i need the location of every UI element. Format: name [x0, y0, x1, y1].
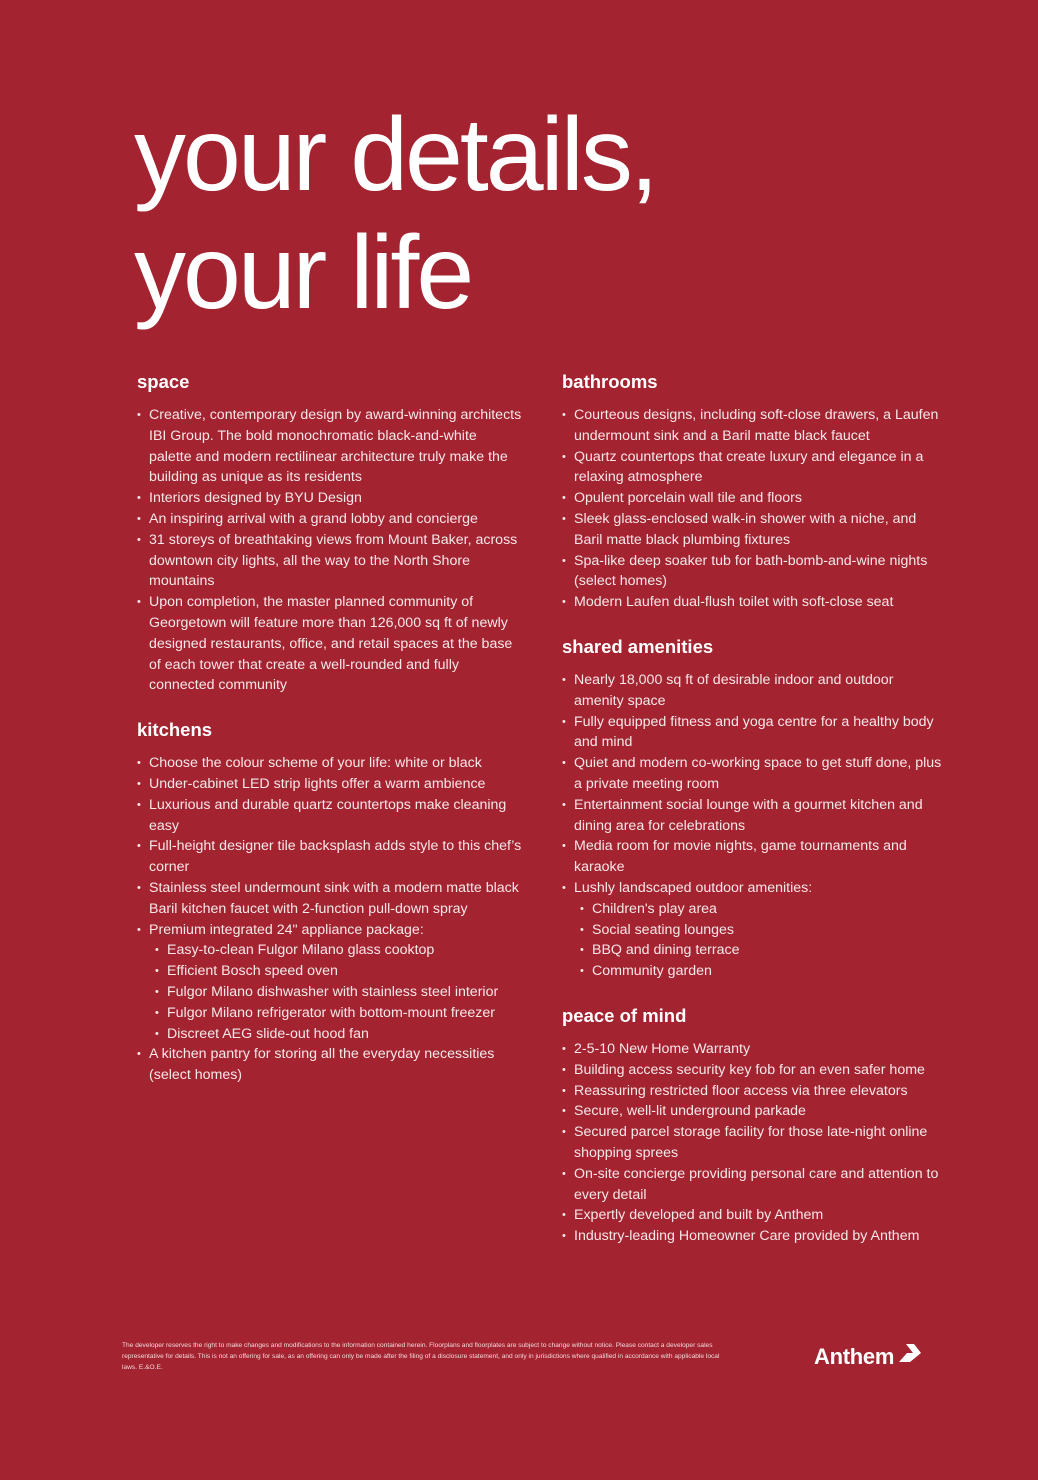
list-item: • Premium integrated 24" appliance package: [137, 920, 522, 941]
list-item: • Quartz countertops that create luxury and elegance in a relaxing atmosphere [562, 447, 947, 489]
feature-list [137, 753, 522, 940]
feature-list [137, 1044, 522, 1086]
list-item: • Secure, well-lit underground parkade [562, 1101, 947, 1122]
right-column [562, 370, 947, 1269]
headline-line-1: your details, [134, 97, 656, 213]
list-item: • Full-height designer tile backsplash adds style to this chef’s corner [137, 836, 522, 878]
section-title: bathrooms [562, 371, 658, 392]
section-shared-amenities [562, 635, 947, 982]
headline-line-2: your life [134, 215, 472, 331]
feature-list [562, 670, 947, 899]
list-item: • Stainless steel undermount sink with a modern matte black Baril kitchen faucet with 2-function pull-down spray [137, 878, 522, 920]
list-item: • Quiet and modern co-working space to get stuff done, plus a private meeting room [562, 753, 947, 795]
list-item: • Choose the colour scheme of your life: white or black [137, 753, 522, 774]
list-item: • Media room for movie nights, game tournaments and karaoke [562, 836, 947, 878]
feature-list [137, 405, 522, 696]
list-item: • Nearly 18,000 sq ft of desirable indoor and outdoor amenity space [562, 670, 947, 712]
list-item: • Sleek glass-enclosed walk-in shower with a niche, and Baril matte black plumbing fixtures [562, 509, 947, 551]
section-title: space [137, 371, 190, 392]
list-item: • Community garden [562, 961, 947, 982]
list-item: • Industry-leading Homeowner Care provided by Anthem [562, 1226, 947, 1247]
list-item: • Expertly developed and built by Anthem [562, 1205, 947, 1226]
feature-list [562, 405, 947, 613]
page-headline [134, 96, 656, 332]
list-item: • Building access security key fob for an even safer home [562, 1060, 947, 1081]
section-peace-of-mind [562, 1004, 947, 1247]
list-item: • 31 storeys of breathtaking views from Mount Baker, across downtown city lights, all the way to the North Shore mountains [137, 530, 522, 592]
list-item: • Secured parcel storage facility for those late-night online shopping sprees [562, 1122, 947, 1164]
list-item: • 2-5-10 New Home Warranty [562, 1039, 947, 1060]
list-item: • Fulgor Milano refrigerator with bottom-mount freezer [137, 1003, 522, 1024]
list-item: • Lushly landscaped outdoor amenities: [562, 878, 947, 899]
anthem-logo [814, 1342, 923, 1371]
section-title: kitchens [137, 719, 213, 741]
list-item: • Opulent porcelain wall tile and floors [562, 488, 947, 509]
list-item: • A kitchen pantry for storing all the everyday necessities (select homes) [137, 1044, 522, 1086]
anthem-arrow-icon [894, 1342, 923, 1371]
list-item: • Reassuring restricted floor access via three elevators [562, 1081, 947, 1102]
list-item: • Children's play area [562, 899, 947, 920]
list-item: • Under-cabinet LED strip lights offer a warm ambience [137, 774, 522, 795]
list-item: • Efficient Bosch speed oven [137, 961, 522, 982]
appliance-sublist [137, 940, 522, 1044]
list-item: • Easy-to-clean Fulgor Milano glass cooktop [137, 940, 522, 961]
list-item: • On-site concierge providing personal care and attention to every detail [562, 1164, 947, 1206]
list-item: • An inspiring arrival with a grand lobby and concierge [137, 509, 522, 530]
list-item: • Upon completion, the master planned community of Georgetown will feature more than 126,000 sq ft of newly designed restaurants, office, and retail spaces at the base of each tower that create a well-rounded and fully connected community [137, 592, 522, 696]
list-item: • Discreet AEG slide-out hood fan [137, 1024, 522, 1045]
feature-list [562, 1039, 947, 1247]
section-bathrooms [562, 370, 947, 613]
list-item: • Spa-like deep soaker tub for bath-bomb-and-wine nights (select homes) [562, 551, 947, 593]
list-item: • BBQ and dining terrace [562, 940, 947, 961]
section-space [137, 370, 522, 696]
section-title: shared amenities [562, 635, 714, 657]
list-item: • Fulgor Milano dishwasher with stainless steel interior [137, 982, 522, 1003]
list-item: • Creative, contemporary design by award-winning architects IBI Group. The bold monochromatic black-and-white palette and modern rectilinear architecture truly make the building as unique as its residents [137, 405, 522, 488]
section-title: peace of mind [562, 1004, 687, 1026]
logo-text: Anthem [814, 1343, 895, 1369]
left-column [137, 370, 522, 1108]
list-item: • Modern Laufen dual-flush toilet with soft-close seat [562, 592, 947, 613]
section-kitchens [137, 718, 522, 1086]
list-item: • Courteous designs, including soft-close drawers, a Laufen undermount sink and a Baril matte black faucet [562, 405, 947, 447]
list-item: • Luxurious and durable quartz countertops make cleaning easy [137, 795, 522, 837]
list-item: • Entertainment social lounge with a gourmet kitchen and dining area for celebrations [562, 795, 947, 837]
legal-disclaimer: The developer reserves the right to make changes and modifications to the information contained herein. Floorplans and floorplates are subject to change without notice. Please contact a developer sales representative for details. This is not an offering for sale, as an offering can only be made after the filing of a disclosure statement, and only in jurisdictions where qualified in accordance with applicable local laws. E.&O.E. [122, 1342, 720, 1371]
outdoor-amenities-sublist [562, 899, 947, 982]
list-item: • Fully equipped fitness and yoga centre for a healthy body and mind [562, 712, 947, 754]
list-item: • Interiors designed by BYU Design [137, 488, 522, 509]
list-item: • Social seating lounges [562, 920, 947, 941]
